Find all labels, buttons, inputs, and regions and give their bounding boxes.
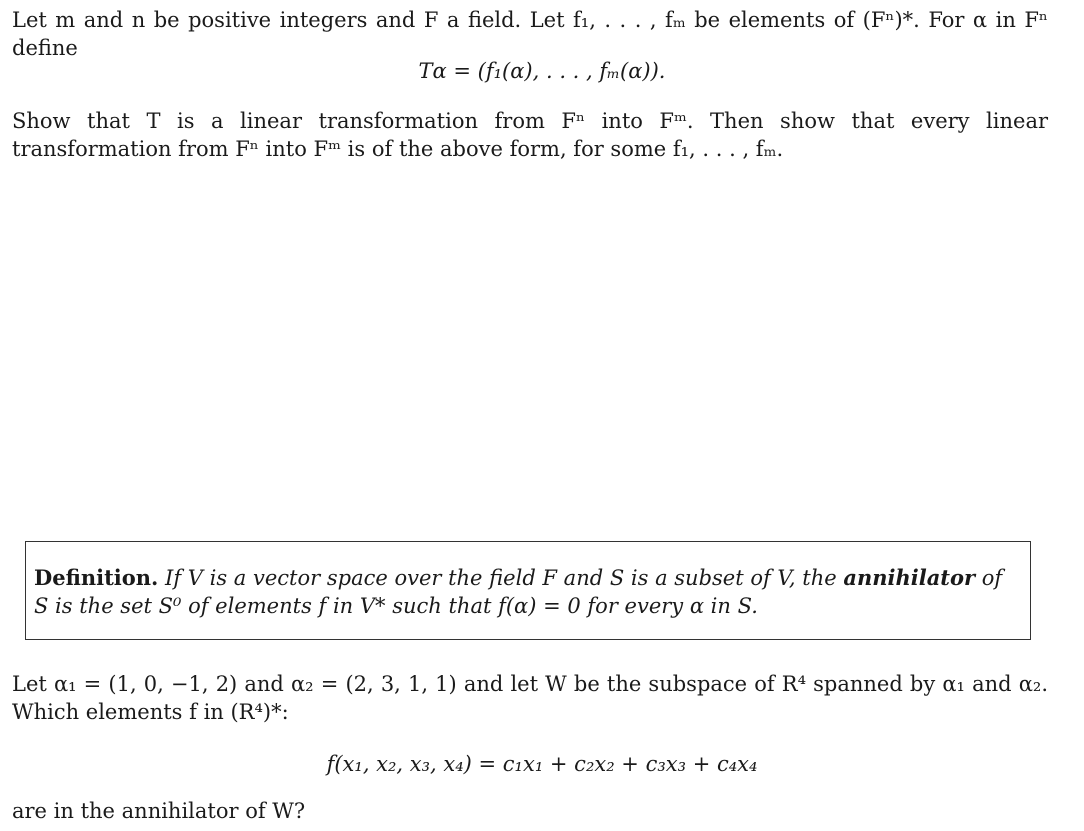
problem2-intro: Let α₁ = (1, 0, −1, 2) and α₂ = (2, 3, 1, 1) and let W be the subspace of R⁴ spanned by α₁ and α₂. Which elements f in (R⁴)*: — [12, 672, 1048, 724]
definition-label: Definition. — [34, 565, 159, 590]
problem1-intro: Let m and n be positive integers and F a field. Let f₁, . . . , fₘ be elements of (Fⁿ)*. For α in Fⁿ define — [12, 8, 1048, 60]
problem1-equation: Tα = (f₁(α), . . . , fₘ(α)). — [418, 59, 666, 83]
definition-box — [25, 541, 1031, 640]
problem1-statement: Show that T is a linear transformation from Fⁿ into Fᵐ. Then show that every linear transformation from Fⁿ into Fᵐ is of the above form, for some f₁, . . . , fₘ. — [12, 109, 1048, 161]
problem2-question: are in the annihilator of W? — [12, 799, 306, 823]
problem2-equation: f(x₁, x₂, x₃, x₄) = c₁x₁ + c₂x₂ + c₃x₃ + c₄x₄ — [326, 752, 758, 776]
definition-text-after: of S is the set S⁰ of elements f in V* such that f(α) = 0 for every α in S. — [34, 566, 1003, 618]
definition-keyword: annihilator — [843, 565, 976, 590]
definition-text-before: If V is a vector space over the field F and S is a subset of V, the — [165, 566, 837, 590]
